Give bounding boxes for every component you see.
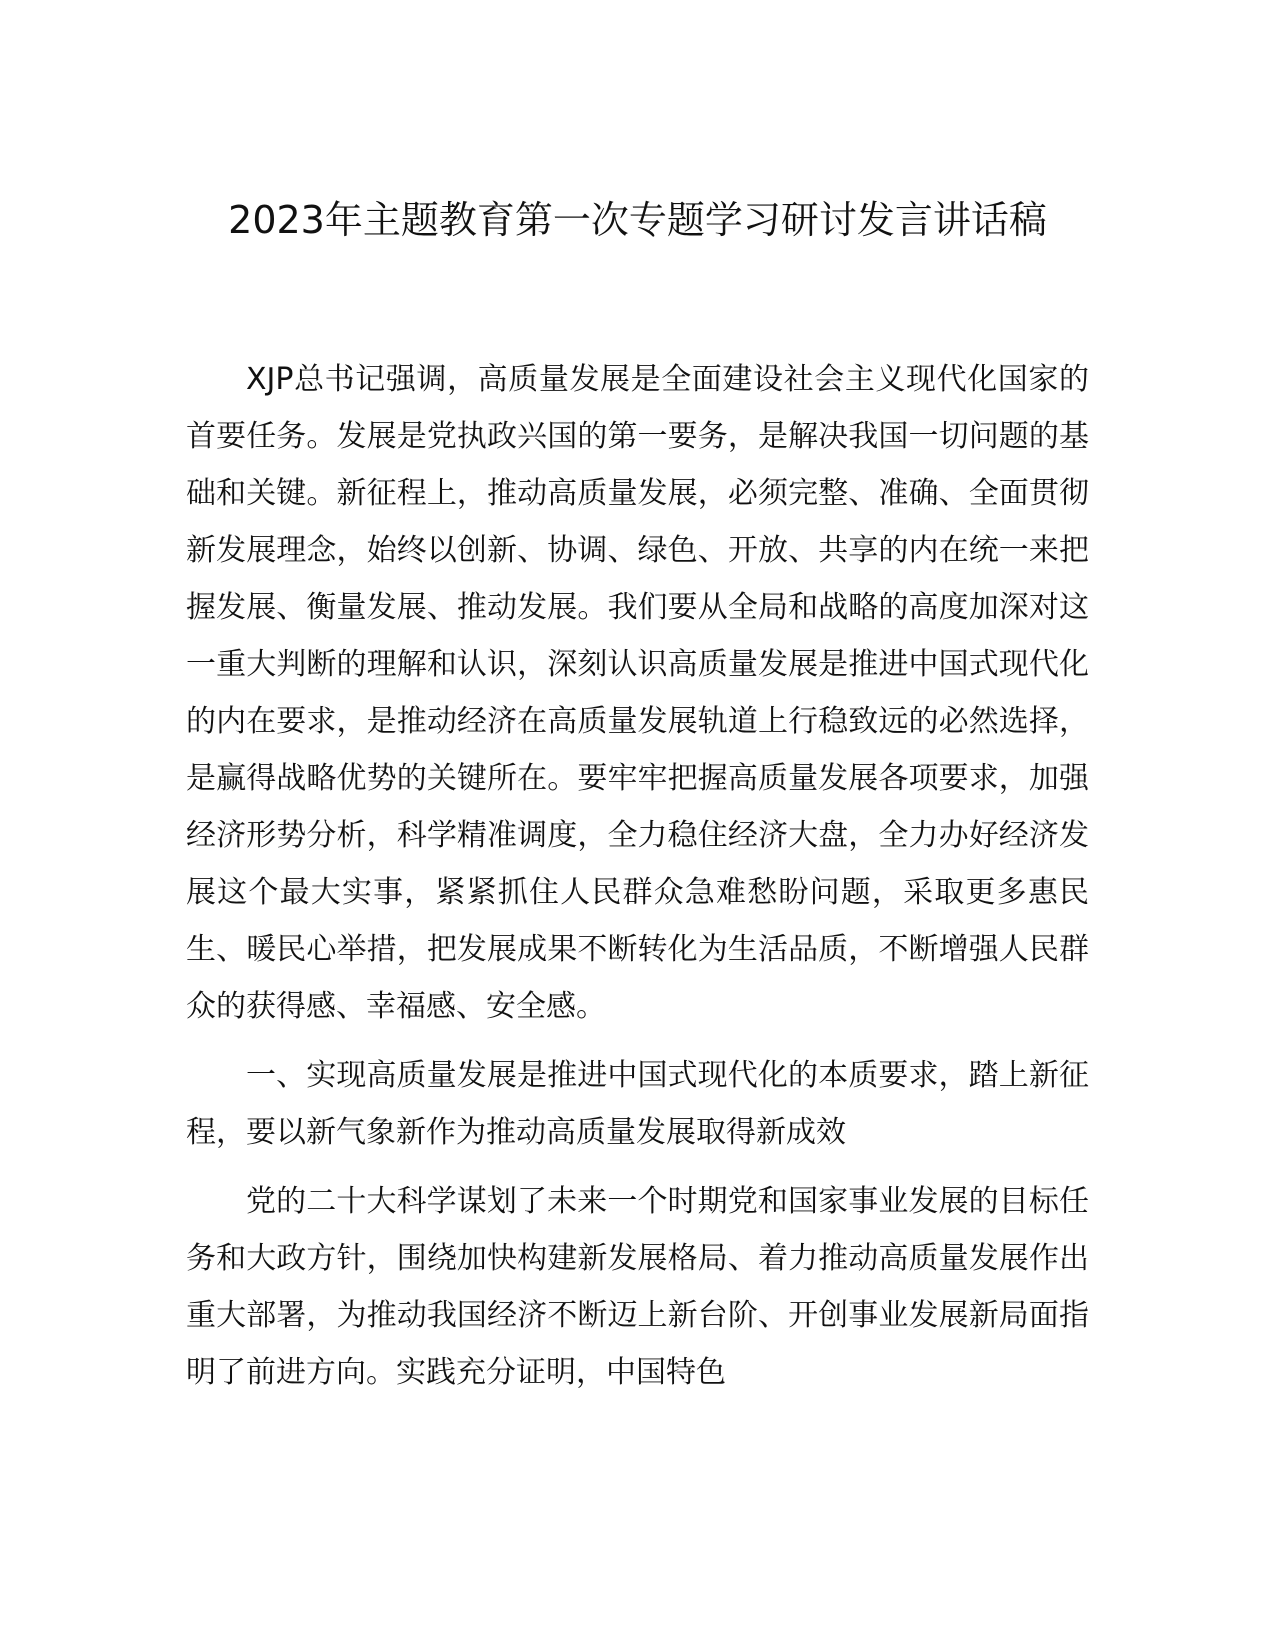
document-title: 2023年主题教育第一次专题学习研讨发言讲话稿 <box>228 198 1047 242</box>
section-heading-one: 一、实现高质量发展是推进中国式现代化的本质要求，踏上新征程，要以新气象新作为推动高质量发展取得新成效 <box>186 1058 1089 1150</box>
paragraph-intro: XJP总书记强调，高质量发展是全面建设社会主义现代化国家的首要任务。发展是党执政兴国的第一要务，是解决我国一切问题的基础和关键。新征程上，推动高质量发展，必须完整、准确、全面贯彻新发展理念，始终以创新、协调、绿色、开放、共享的内在统一来把握发展、衡量发展、推动发展。我们要从全局和战略的高度加深对这一重大判断的理解和认识，深刻认识高质量发展是推进中国式现代化的内在要求，是推动经济在高质量发展轨道上行稳致远的必然选择，是赢得战略优势的关键所在。要牢牢把握高质量发展各项要求，加强经济形势分析，科学精准调度，全力稳住经济大盘，全力办好经济发展这个最大实事，紧紧抓住人民群众急难愁盼问题，采取更多惠民生、暖民心举措，把发展成果不断转化为生活品质，不断增强人民群众的获得感、幸福感、安全感。 <box>186 362 1089 1024</box>
document-body <box>186 351 1089 1401</box>
paragraph-section-one: 党的二十大科学谋划了未来一个时期党和国家事业发展的目标任务和大政方针，围绕加快构建新发展格局、着力推动高质量发展作出重大部署，为推动我国经济不断迈上新台阶、开创事业发展新局面指明了前进方向。实践充分证明，中国特色 <box>186 1184 1089 1390</box>
